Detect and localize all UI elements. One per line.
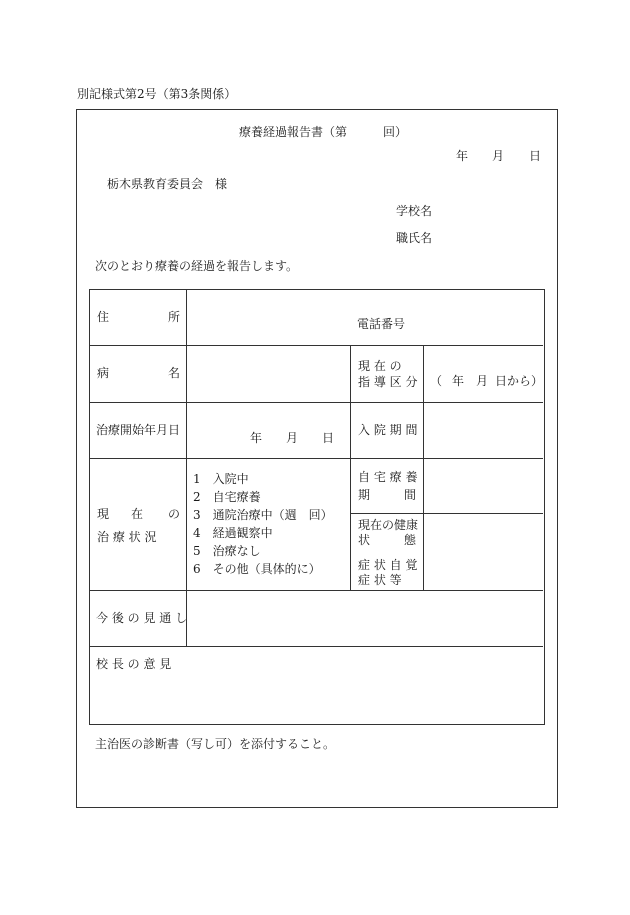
status-option: 1 入院中: [193, 472, 249, 486]
status-option: 2 自宅療養: [193, 490, 261, 504]
table-rule: [90, 646, 543, 647]
status-label-2: 治 療 状 況: [97, 530, 157, 544]
intro-text: 次のとおり療養の経過を報告します。: [95, 259, 299, 273]
table-rule: [90, 345, 543, 346]
since-month: 月: [476, 374, 489, 388]
phone-label: 電話番号: [357, 317, 406, 331]
form-title: 療養経過報告書（第 回）: [239, 125, 408, 139]
table-rule: [350, 346, 351, 590]
home-care-label-2b: 間: [404, 488, 417, 502]
date-month: 月: [492, 149, 505, 163]
home-care-label-1: 自 宅 療 養: [358, 470, 418, 484]
table-rule: [90, 402, 543, 403]
status-option: 3 通院治療中（週 回）: [193, 508, 333, 522]
form-reference: 別記様式第2号（第3条関係）: [77, 87, 237, 101]
status-option: 6 その他（具体的に）: [193, 562, 321, 576]
officer-name-label: 職氏名: [396, 231, 433, 245]
current-class-label-2: 指 導 区 分: [358, 375, 418, 389]
date-day: 日: [529, 149, 542, 163]
current-class-label-1: 現 在 の: [358, 359, 402, 373]
since-day: 日から）: [495, 374, 544, 388]
disease-label-1: 病: [97, 366, 110, 380]
start-day: 日: [322, 431, 335, 445]
health-label-2a: 状: [358, 533, 371, 547]
hospital-period-label: 入 院 期 間: [358, 423, 418, 437]
treatment-start-label: 治療開始年月日: [96, 423, 181, 437]
table-rule: [90, 590, 543, 591]
date-year: 年: [456, 149, 469, 163]
start-year: 年: [250, 431, 263, 445]
table-rule: [90, 458, 543, 459]
table-rule: [350, 513, 543, 514]
home-care-label-2a: 期: [358, 488, 371, 502]
status-label-1a: 現: [97, 507, 110, 521]
status-option: 5 治療なし: [193, 544, 261, 558]
health-label-2b: 態: [404, 533, 417, 547]
table-rule: [186, 290, 187, 646]
address-label-2: 所: [168, 310, 181, 324]
disease-label-2: 名: [168, 366, 181, 380]
health-label-3: 症 状 自 覚: [358, 558, 418, 572]
since-open: （: [430, 374, 443, 388]
footnote: 主治医の診断書（写し可）を添付すること。: [95, 737, 336, 751]
status-label-1b: 在: [131, 507, 144, 521]
status-option: 4 経過観察中: [193, 526, 273, 540]
since-year: 年: [452, 374, 465, 388]
addressee: 栃木県教育委員会 様: [107, 177, 228, 191]
school-name-label: 学校名: [396, 204, 433, 218]
principal-opinion-label: 校 長 の 意 見: [96, 657, 172, 671]
outlook-label: 今 後 の 見 通 し: [96, 611, 188, 625]
address-label-1: 住: [97, 310, 110, 324]
start-month: 月: [286, 431, 299, 445]
status-label-1c: の: [168, 507, 181, 521]
health-label-4: 症 状 等: [358, 573, 402, 587]
health-label-1: 現在の健康: [358, 518, 419, 532]
table-rule: [423, 346, 424, 590]
